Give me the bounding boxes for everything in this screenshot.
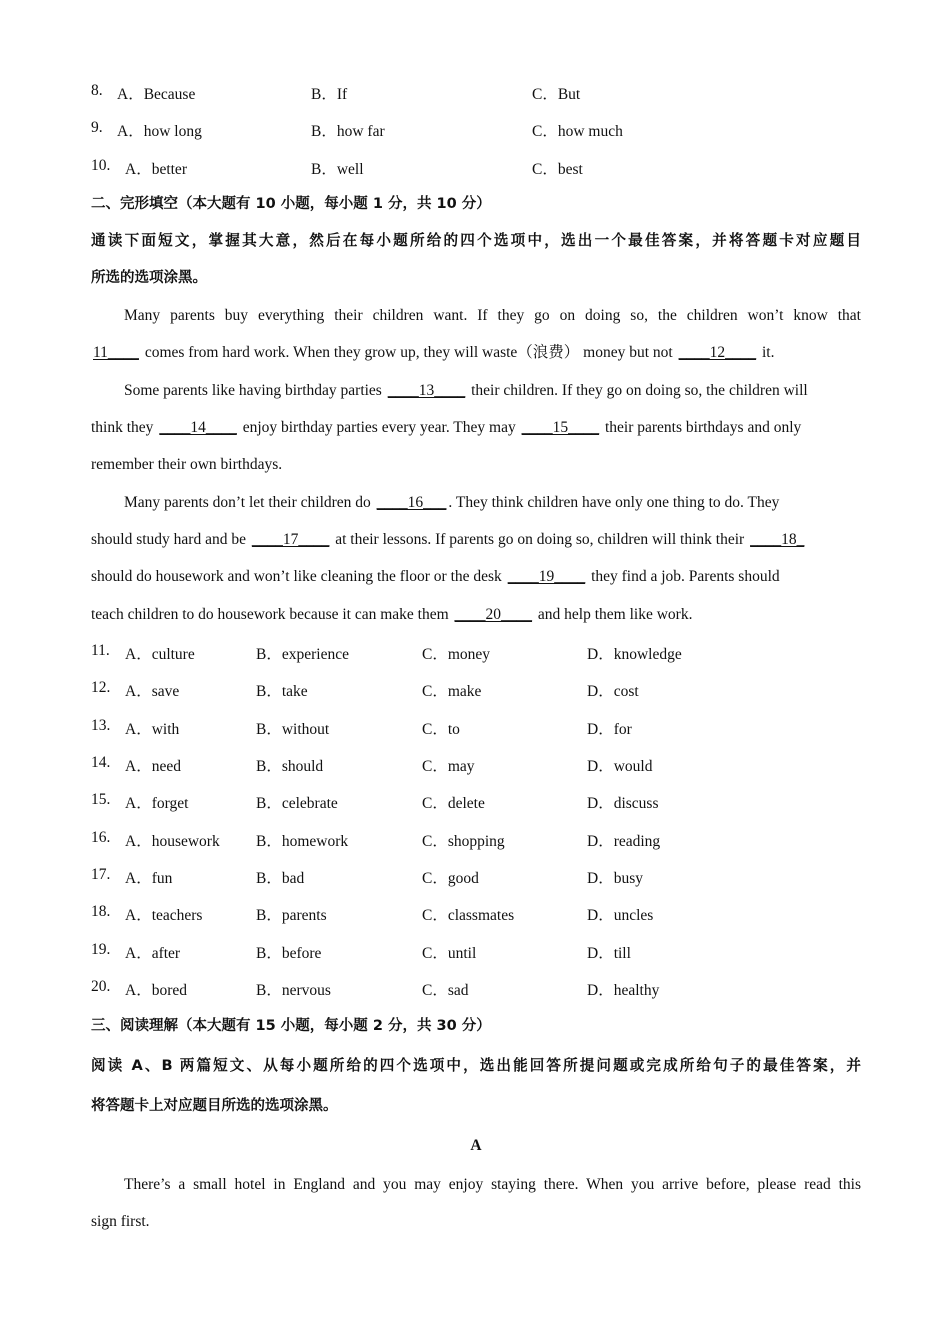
passage-text: Some parents like having birthday parties <box>124 382 386 399</box>
option-d: D．busy <box>587 870 643 887</box>
option-a: A．how long <box>117 123 202 140</box>
question-number: 10. <box>91 157 111 174</box>
option-a: A．forget <box>125 795 189 812</box>
option-b: B．experience <box>256 646 349 663</box>
question-row-17 <box>91 866 861 886</box>
question-number: 14. <box>91 754 111 771</box>
passage-text: and help them like work. <box>534 606 693 623</box>
option-c: C．classmates <box>422 907 515 924</box>
blank-14: ____14____ <box>159 419 237 436</box>
option-b: B．homework <box>256 833 349 850</box>
blank-16: ____16___ <box>376 494 447 511</box>
passage-a-line-1: There’s a small hotel in England and you may enjoy staying there. When you arrive before, please read this <box>124 1176 861 1193</box>
option-c: C．make <box>422 683 482 700</box>
option-b: B．before <box>256 945 322 962</box>
passage-p1-line-1: Many parents buy everything their children want. If they go on doing so, the children won’t know that <box>124 307 861 324</box>
option-c: C．But <box>532 86 581 103</box>
option-b: B．parents <box>256 907 327 924</box>
question-row-13 <box>91 717 861 737</box>
passage-p2-line-3: remember their own birthdays. <box>91 456 283 473</box>
section-3-instruction-line-2: 将答题卡上对应题目所选的选项涂黑。 <box>91 1098 338 1114</box>
question-number: 19. <box>91 941 111 958</box>
option-b: B．how far <box>311 123 385 140</box>
option-a: A．better <box>125 161 187 178</box>
question-row-14 <box>91 754 861 774</box>
option-b: B．well <box>311 161 364 178</box>
option-a: A．bored <box>125 982 187 999</box>
option-c: C．until <box>422 945 477 962</box>
section-3-instruction-line-1: 阅读 A、B 两篇短文、从每小题所给的四个选项中，选出能回答所提问题或完成所给句子的最佳答案，并 <box>91 1057 861 1074</box>
question-number: 20. <box>91 978 111 995</box>
passage-p1-line-2 <box>91 343 861 363</box>
question-number: 9. <box>91 119 103 136</box>
passage-p3-line-3 <box>91 567 861 587</box>
option-d: D．discuss <box>587 795 659 812</box>
option-b: B．nervous <box>256 982 331 999</box>
passage-text: they find a job. Parents should <box>587 568 780 585</box>
option-c: C．delete <box>422 795 485 812</box>
question-number: 17. <box>91 866 111 883</box>
passage-text: Many parents don’t let their children do <box>124 494 375 511</box>
option-d: D．reading <box>587 833 661 850</box>
option-a: A．teachers <box>125 907 203 924</box>
blank-20: ____20____ <box>454 606 533 623</box>
blank-12: ____12____ <box>678 344 757 361</box>
option-d: D．healthy <box>587 982 660 999</box>
passage-text: . They think children have only one thing to do. They <box>448 494 780 511</box>
option-b: B．celebrate <box>256 795 338 812</box>
option-row-10 <box>91 157 861 177</box>
passage-p3-line-1 <box>124 493 861 513</box>
passage-text: it. <box>758 344 775 361</box>
passage-label: A <box>470 1137 482 1154</box>
passage-text: think they <box>91 419 158 436</box>
question-number: 18. <box>91 903 111 920</box>
option-c: C．money <box>422 646 491 663</box>
passage-text: should study hard and be <box>91 531 250 548</box>
option-d: D．for <box>587 721 632 738</box>
option-d: D．would <box>587 758 653 775</box>
question-number: 16. <box>91 829 111 846</box>
option-a: A．housework <box>125 833 220 850</box>
blank-19: ____19____ <box>507 568 586 585</box>
option-d: D．knowledge <box>587 646 682 663</box>
question-number: 12. <box>91 679 111 696</box>
option-d: D．uncles <box>587 907 654 924</box>
option-row-9 <box>91 119 861 139</box>
passage-text: enjoy birthday parties every year. They may <box>238 419 520 436</box>
option-a: A．save <box>125 683 180 700</box>
question-number: 15. <box>91 791 111 808</box>
passage-p3-line-2 <box>91 530 861 550</box>
blank-15: ____15____ <box>521 419 600 436</box>
option-c: C．how much <box>532 123 623 140</box>
option-b: B．without <box>256 721 330 738</box>
passage-text: should do housework and won’t like cleaning the floor or the desk <box>91 568 506 585</box>
option-a: A．Because <box>117 86 196 103</box>
passage-text: their children. If they go on doing so, the children will <box>467 382 808 399</box>
passage-p3-line-4 <box>91 605 861 625</box>
question-number: 8. <box>91 82 103 99</box>
question-row-11 <box>91 642 861 662</box>
option-b: B．bad <box>256 870 305 887</box>
option-a: A．need <box>125 758 181 775</box>
passage-p2-line-1 <box>124 381 861 401</box>
option-a: A．culture <box>125 646 195 663</box>
question-row-18 <box>91 903 861 923</box>
blank-13: ____13____ <box>387 382 466 399</box>
question-number: 13. <box>91 717 111 734</box>
option-d: D．cost <box>587 683 639 700</box>
option-b: B．take <box>256 683 308 700</box>
passage-text: teach children to do housework because it can make them <box>91 606 453 623</box>
passage-text: at their lessons. If parents go on doing so, children will think their <box>331 531 749 548</box>
option-d: D．till <box>587 945 631 962</box>
option-row-8 <box>91 82 861 102</box>
option-c: C．may <box>422 758 475 775</box>
option-b: B．If <box>311 86 348 103</box>
option-c: C．shopping <box>422 833 505 850</box>
section-2-title: 二、完形填空（本大题有 10 小题，每小题 1 分，共 10 分） <box>91 196 491 212</box>
question-number: 11. <box>91 642 110 659</box>
question-row-12 <box>91 679 861 699</box>
section-2-instruction-line-2: 所选的选项涂黑。 <box>91 270 207 286</box>
option-c: C．sad <box>422 982 469 999</box>
passage-a-line-2: sign first. <box>91 1213 150 1230</box>
question-row-19 <box>91 941 861 961</box>
option-a: A．fun <box>125 870 173 887</box>
question-row-16 <box>91 829 861 849</box>
option-c: C．best <box>532 161 583 178</box>
section-3-title: 三、阅读理解（本大题有 15 小题，每小题 2 分，共 30 分） <box>91 1018 491 1034</box>
question-row-20 <box>91 978 861 998</box>
option-a: A．after <box>125 945 181 962</box>
blank-18: ____18_ <box>750 531 805 548</box>
option-b: B．should <box>256 758 324 775</box>
passage-p2-line-2 <box>91 418 861 438</box>
option-c: C．good <box>422 870 479 887</box>
option-a: A．with <box>125 721 180 738</box>
question-row-15 <box>91 791 861 811</box>
section-2-instruction-line-1: 通读下面短文，掌握其大意，然后在每小题所给的四个选项中，选出一个最佳答案，并将答题卡对应题目 <box>91 232 861 249</box>
passage-text: their parents birthdays and only <box>601 419 802 436</box>
blank-17: ____17____ <box>251 531 330 548</box>
passage-text: comes from hard work. When they grow up, they will waste（浪费） money but not <box>140 344 677 361</box>
option-c: C．to <box>422 721 460 738</box>
blank-11: 11____ <box>93 344 139 361</box>
